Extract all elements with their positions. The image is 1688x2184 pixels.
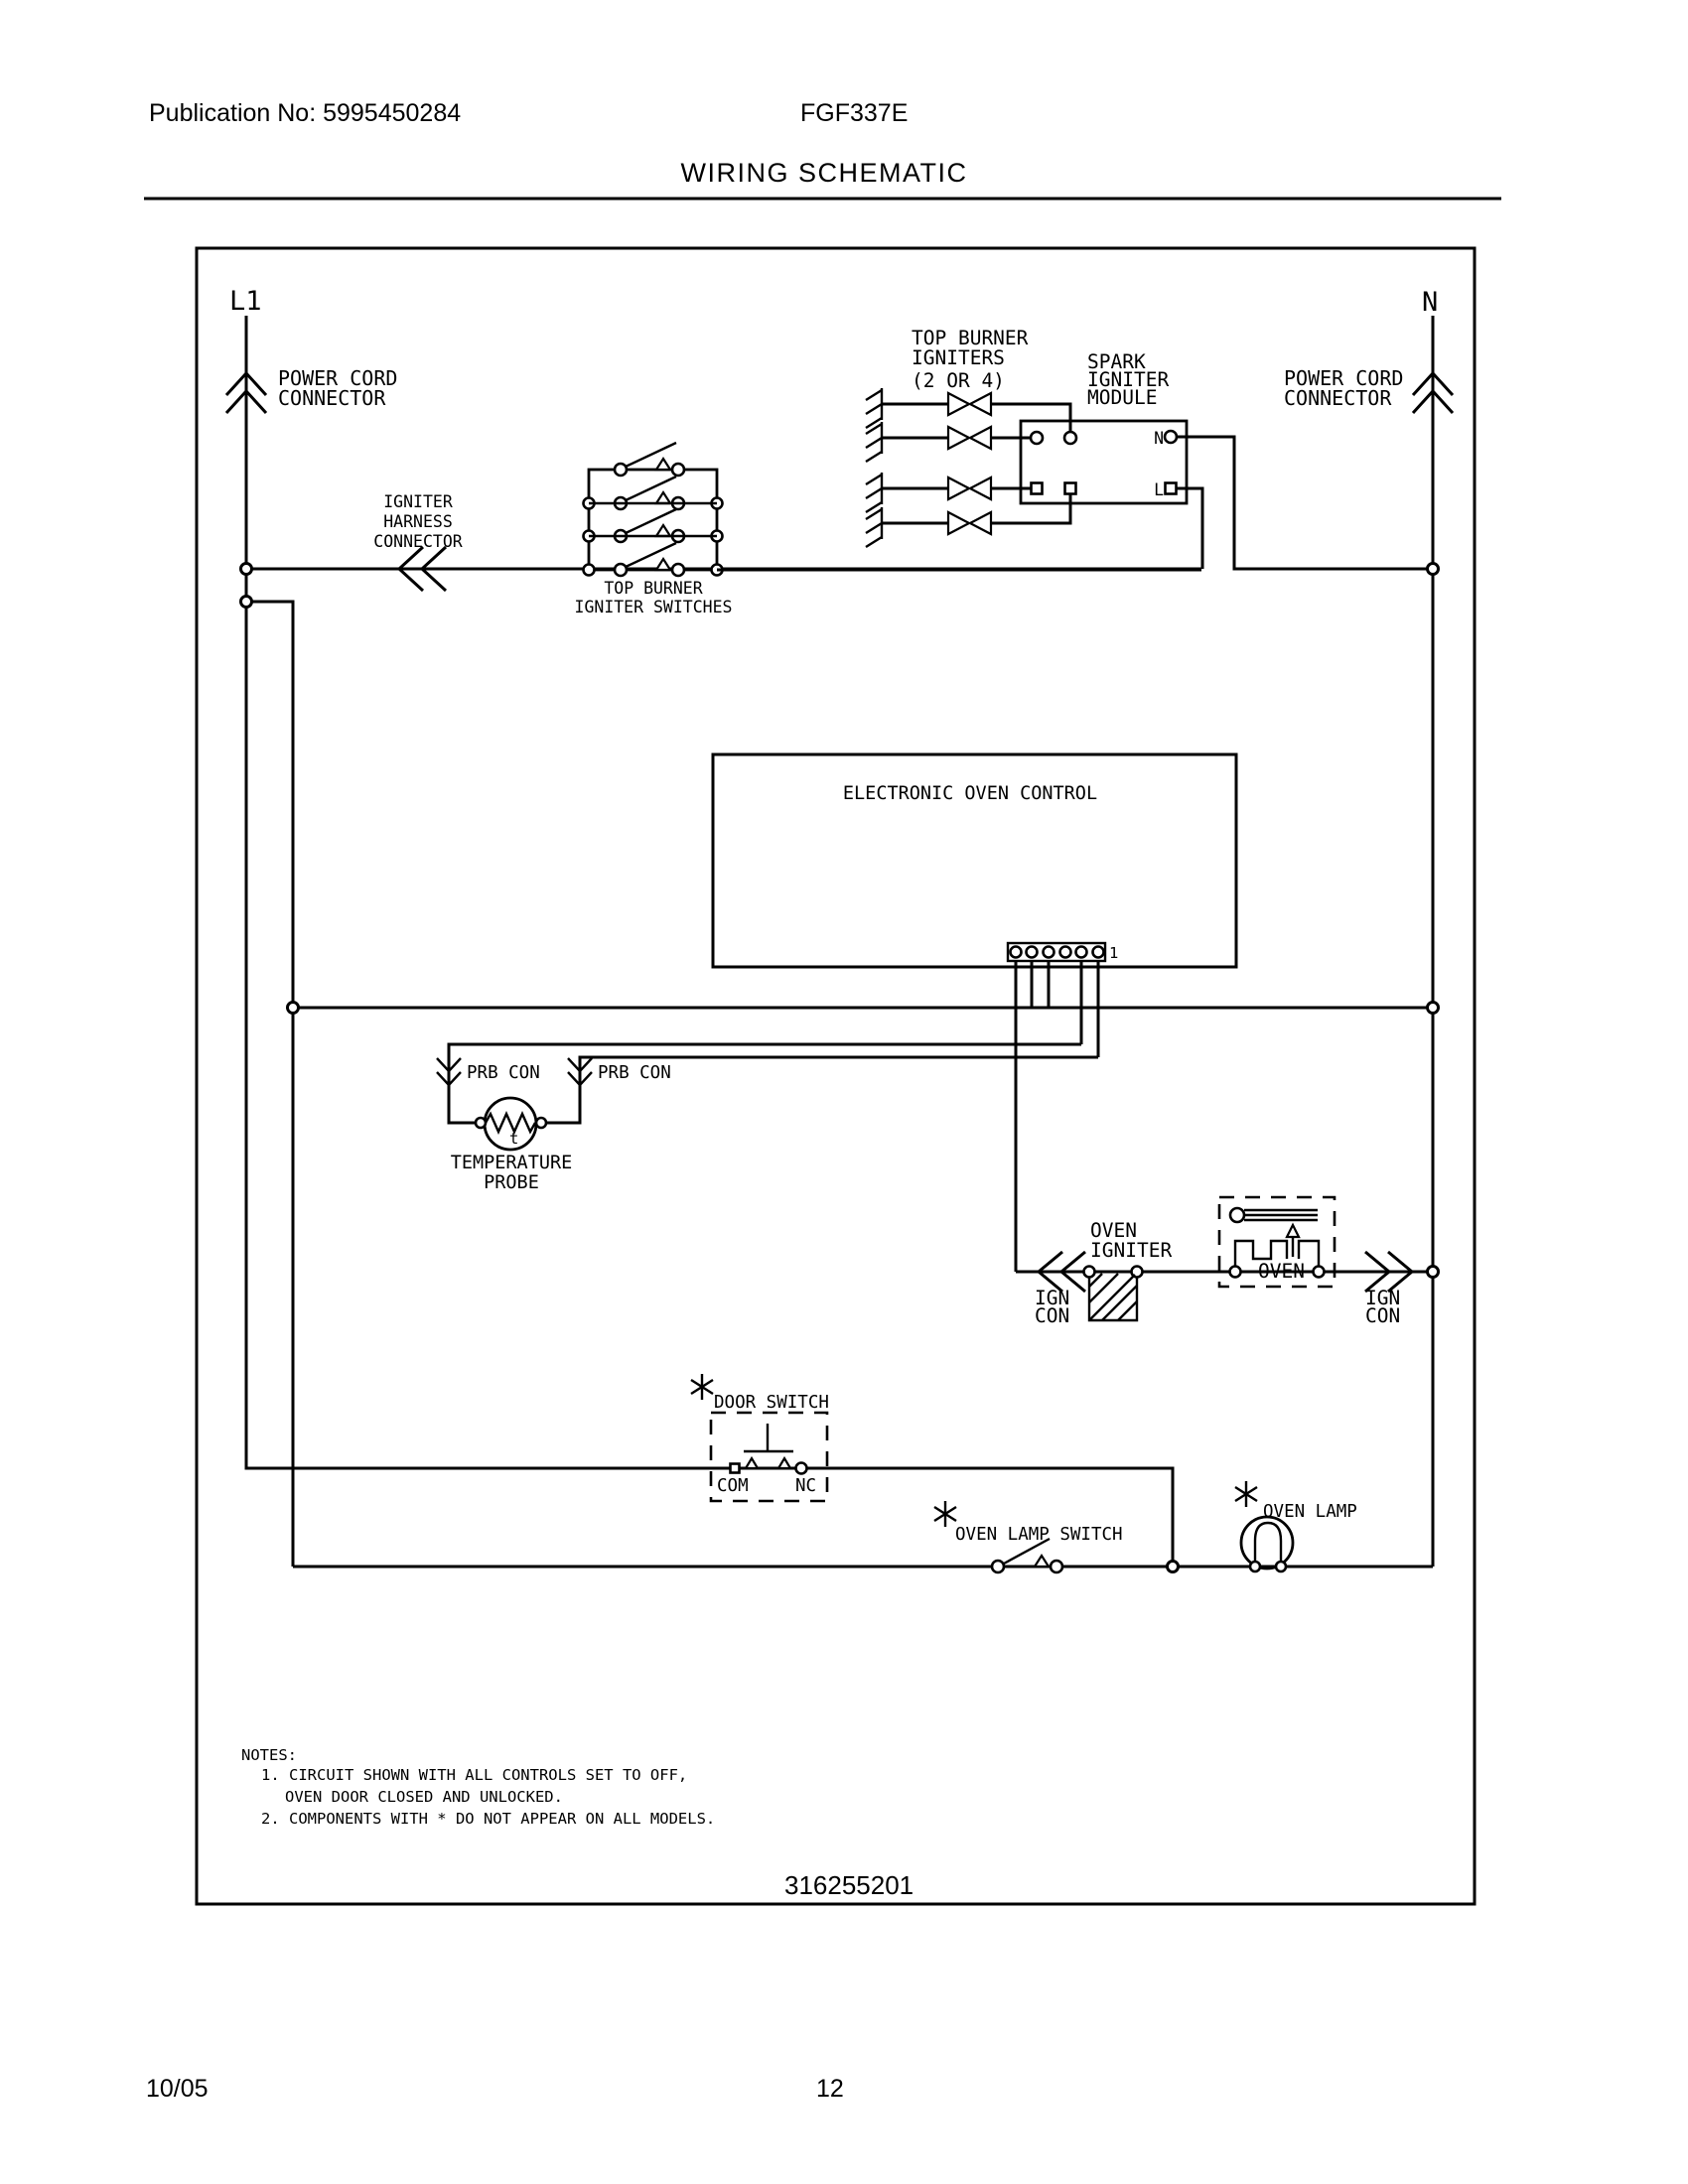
junction-node [288,1003,299,1014]
svg-text:OVEN LAMP: OVEN LAMP [1263,1502,1357,1522]
asterisk-icon [691,1374,713,1400]
note-1-line-1: 1. CIRCUIT SHOWN WITH ALL CONTROLS SET TO OFF, [261,1766,688,1784]
junction-node [1428,1267,1439,1278]
module-l-wire [1177,488,1202,569]
note-2: 2. COMPONENTS WITH * DO NOT APPEAR ON ALL MODELS. [261,1810,716,1828]
igniter-row [866,388,1070,432]
l1-branch-wire [246,602,293,1567]
switch-contact [1051,1561,1062,1572]
com-terminal [731,1464,740,1473]
svg-text:CONNECTOR: CONNECTOR [1284,386,1392,410]
lamp-terminal [1276,1562,1286,1571]
module-terminal [1064,432,1076,444]
svg-text:OVEN: OVEN [1090,1219,1137,1242]
footer-page-number: 12 [816,2075,844,2103]
svg-text:MODULE: MODULE [1087,386,1158,409]
pin-1-label: 1 [1109,944,1119,962]
junction-node [1168,1562,1179,1572]
page-title: WIRING SCHEMATIC [680,158,968,188]
door-switch [691,1374,829,1501]
svg-text:CON: CON [1035,1304,1070,1327]
eoc-pin [1011,947,1022,958]
svg-text:IGNITER: IGNITER [1087,368,1170,391]
svg-text:POWER CORD: POWER CORD [278,366,398,390]
svg-text:TOP BURNER: TOP BURNER [912,327,1029,349]
notes-heading: NOTES: [241,1746,297,1764]
model-number: FGF337E [800,99,909,127]
asterisk-icon [934,1501,956,1527]
svg-text:CONNECTOR: CONNECTOR [373,532,463,551]
door-switch-plunger [744,1424,793,1451]
svg-text:ELECTRONIC OVEN CONTROL: ELECTRONIC OVEN CONTROL [842,783,1098,804]
svg-text:PRB CON: PRB CON [467,1063,540,1083]
svg-text:(2 OR 4): (2 OR 4) [912,369,1005,392]
switch-row [584,509,723,542]
nc-terminal [796,1463,807,1474]
junction-node [241,564,252,575]
junction-node [1428,564,1439,575]
svg-text:HARNESS: HARNESS [383,512,453,531]
oven-terminal [1230,1267,1241,1278]
l1-label: L1 [229,286,262,317]
switch-row [584,477,723,509]
probe-terminal [476,1118,486,1128]
igniter-harness-connector [246,492,1201,591]
broil-element-terminal [1230,1208,1244,1222]
electronic-oven-control [713,754,1236,1272]
notes-block [241,1746,715,1828]
switch-contact [992,1561,1004,1572]
oven-lamp [1235,1481,1357,1571]
svg-text:t: t [509,1130,519,1148]
module-terminal [1032,483,1043,494]
sensor-arrowhead-icon [1287,1225,1299,1237]
svg-text:PROBE: PROBE [484,1172,539,1193]
module-terminal-n [1165,431,1177,443]
oven-igniter-circuit [1016,1197,1439,1327]
part-number: 316255201 [784,1870,914,1900]
igniter-row [866,422,1031,462]
svg-text:IGNITER: IGNITER [383,492,453,511]
contact-triangle [1035,1556,1049,1567]
svg-text:COM: COM [717,1476,749,1496]
eoc-pin [1027,947,1038,958]
oven-lamp-switch [934,1501,1123,1572]
eoc-pin [1093,947,1104,958]
probe-terminal [536,1118,546,1128]
footer-date: 10/05 [146,2075,209,2103]
asterisk-icon [1235,1481,1257,1507]
oven-igniter-element [1084,1267,1143,1321]
svg-text:PRB CON: PRB CON [598,1063,671,1083]
svg-text:IGN: IGN [1365,1287,1401,1309]
contact-triangle [746,1458,758,1468]
svg-text:TOP BURNER: TOP BURNER [604,579,703,598]
eoc-pin [1076,947,1087,958]
note-1-line-2: OVEN DOOR CLOSED AND UNLOCKED. [285,1788,563,1806]
svg-text:SPARK: SPARK [1087,350,1146,373]
svg-text:IGNITERS: IGNITERS [912,346,1005,369]
svg-text:OVEN LAMP SWITCH: OVEN LAMP SWITCH [955,1525,1123,1545]
lamp-bulb [1241,1517,1293,1569]
oven-terminal [1314,1267,1325,1278]
junction-node [1428,1003,1439,1014]
svg-text:IGNITER: IGNITER [1090,1239,1173,1262]
module-n-wire [1177,437,1432,569]
svg-text:CONNECTOR: CONNECTOR [278,386,386,410]
lamp-filament [1255,1523,1281,1565]
module-terminal [1031,432,1043,444]
module-terminal [1065,483,1076,494]
svg-text:NC: NC [795,1476,817,1496]
top-burner-igniter-switches [575,443,733,616]
power-cord-connector-left [226,286,1173,1567]
svg-text:L: L [1154,480,1164,499]
svg-text:CON: CON [1365,1304,1401,1327]
svg-text:N: N [1154,429,1164,448]
svg-text:TEMPERATURE: TEMPERATURE [450,1153,573,1173]
junction-node [241,597,252,608]
module-terminal-l [1166,483,1177,494]
svg-text:OVEN: OVEN [1258,1260,1305,1283]
igniter-row [866,473,1031,512]
contact-triangle [778,1458,790,1468]
publication-number: Publication No: 5995450284 [149,99,462,127]
svg-text:IGN: IGN [1035,1287,1070,1309]
n-label: N [1422,287,1439,318]
svg-text:IGNITER SWITCHES: IGNITER SWITCHES [574,598,733,616]
svg-text:DOOR SWITCH: DOOR SWITCH [714,1393,829,1413]
temperature-probe [437,1044,1098,1193]
lamp-terminal [1250,1562,1260,1571]
power-cord-connector-right [1284,287,1453,1567]
eoc-pin [1044,947,1055,958]
oven [1219,1197,1335,1287]
svg-text:POWER CORD: POWER CORD [1284,366,1404,390]
eoc-pin [1060,947,1071,958]
broil-element [1244,1210,1318,1220]
